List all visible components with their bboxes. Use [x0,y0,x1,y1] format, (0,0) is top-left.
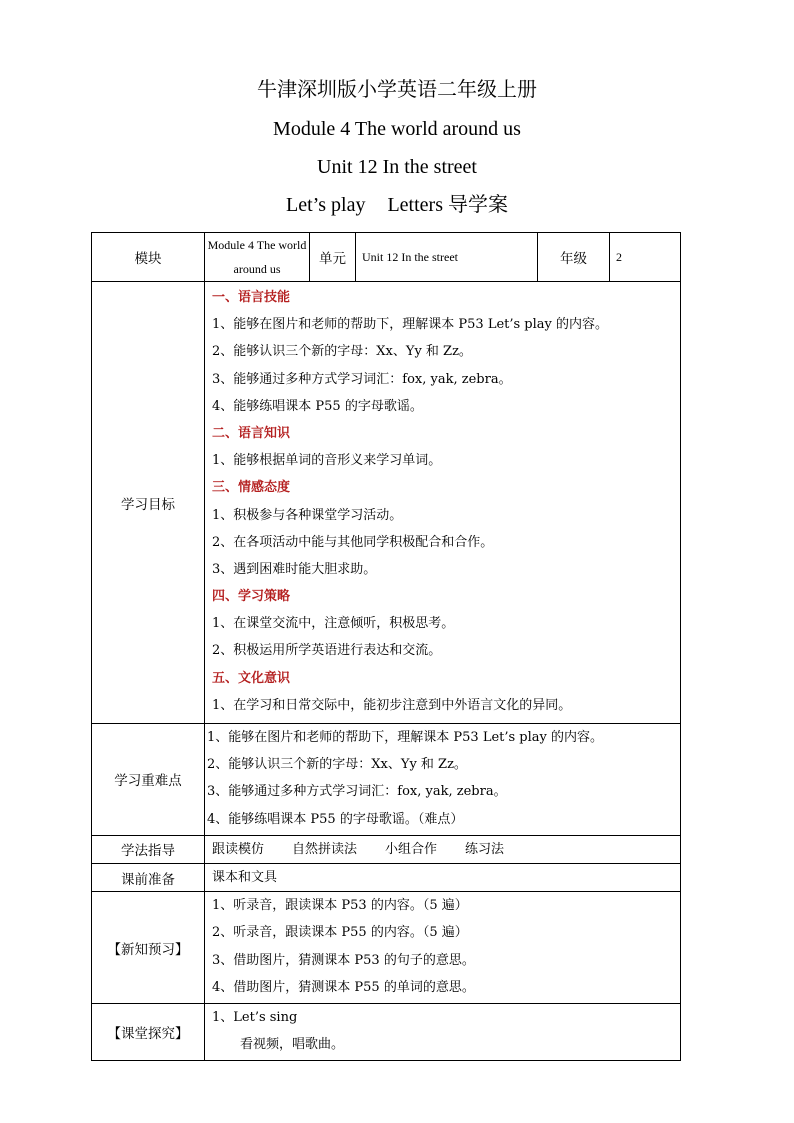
preview-line: 2、听录音，跟读课本 P55 的内容。（5 遍） [212,925,468,941]
objective-line: 4、能够练唱课本 P55 的字母歌谣。 [212,398,423,414]
objective-line: 3、遇到困难时能大胆求助。 [212,561,377,577]
key-points-label: 学习重难点 [92,724,205,836]
table-header-row [92,233,681,282]
preview-line: 4、借助图片，猜测课本 P55 的单词的意思。 [212,979,475,995]
explore-row [92,1003,681,1060]
doc-title-chinese: 牛津深圳版小学英语二年级上册 [257,77,537,101]
method-item: 跟读模仿 [212,841,265,857]
preview-label: 【新知预习】 [92,892,205,1004]
module-label: 模块 [92,233,205,282]
explore-content [205,1003,681,1060]
grade-label: 年级 [538,233,610,282]
key-point-line: 2、能够认识三个新的字母：Xx、Yy 和 Zz。 [207,757,467,773]
key-point-line: 1、能够在图片和老师的帮助下，理解课本 P53 Let’s play 的内容。 [207,730,604,745]
objective-heading-language-skills: 一、语言技能 [212,290,291,305]
objectives-label: 学习目标 [92,282,205,724]
preparation-value: 课本和文具 [212,869,278,885]
unit-value: Unit 12 In the street [356,233,538,282]
objective-line: 1、能够根据单词的音形义来学习单词。 [212,453,442,469]
methods-content [205,835,681,863]
grade-value: 2 [610,233,681,282]
method-item: 自然拼读法 [292,841,358,857]
preview-line: 1、听录音，跟读课本 P53 的内容。（5 遍） [212,898,468,914]
key-point-line: 3、能够通过多种方式学习词汇：fox, yak, zebra。 [207,784,507,800]
lesson-plan-table [91,232,681,1061]
preview-content [205,892,681,1004]
explore-line: 看视频，唱歌曲。 [240,1037,345,1053]
preparation-row [92,863,681,891]
lesson-title-part-2: Letters 导学案 [387,194,508,216]
preview-line: 3、借助图片，猜测课本 P53 的句子的意思。 [212,952,475,968]
objective-heading-strategy: 四、学习策略 [212,589,291,605]
doc-title-lesson [0,193,794,217]
module-value [205,233,310,282]
methods-list [205,836,680,863]
lesson-title-part-1: Let’s play [286,194,366,216]
objective-heading-culture: 五、文化意识 [212,670,291,686]
preview-row [92,892,681,1004]
key-points-content [205,724,681,836]
methods-row [92,835,681,863]
objective-line: 1、在课堂交流中，注意倾听，积极思考。 [212,616,455,632]
objective-line: 1、能够在图片和老师的帮助下，理解课本 P53 Let’s play 的内容。 [212,317,609,333]
objective-heading-language-knowledge: 二、语言知识 [212,425,291,441]
doc-title-unit: Unit 12 In the street [317,156,477,178]
objective-line: 2、能够认识三个新的字母：Xx、Yy 和 Zz。 [212,344,472,360]
objective-line: 2、积极运用所学英语进行表达和交流。 [212,643,442,659]
objectives-content [205,282,681,724]
objective-line: 1、在学习和日常交际中，能初步注意到中外语言文化的异同。 [212,697,572,713]
module-value-line-2: around us [233,262,281,276]
explore-label: 【课堂探究】 [92,1003,205,1060]
objective-line: 2、在各项活动中能与其他同学积极配合和合作。 [212,534,494,550]
preparation-label: 课前准备 [92,863,205,891]
doc-title-module: Module 4 The world around us [273,118,521,140]
objective-heading-attitude: 三、情感态度 [212,480,291,496]
objectives-row [92,282,681,724]
methods-label: 学法指导 [92,835,205,863]
key-point-line: 4、能够练唱课本 P55 的字母歌谣。（难点） [207,811,464,827]
preparation-content [205,863,681,891]
unit-label: 单元 [310,233,356,282]
explore-line: 1、Let’s sing [212,1009,298,1025]
module-value-line-1: Module 4 The world [207,238,307,252]
method-item: 小组合作 [385,841,438,857]
objective-line: 1、积极参与各种课堂学习活动。 [212,507,403,523]
objective-line: 3、能够通过多种方式学习词汇：fox, yak, zebra。 [212,371,512,387]
key-points-row [92,724,681,836]
method-item: 练习法 [465,841,505,857]
